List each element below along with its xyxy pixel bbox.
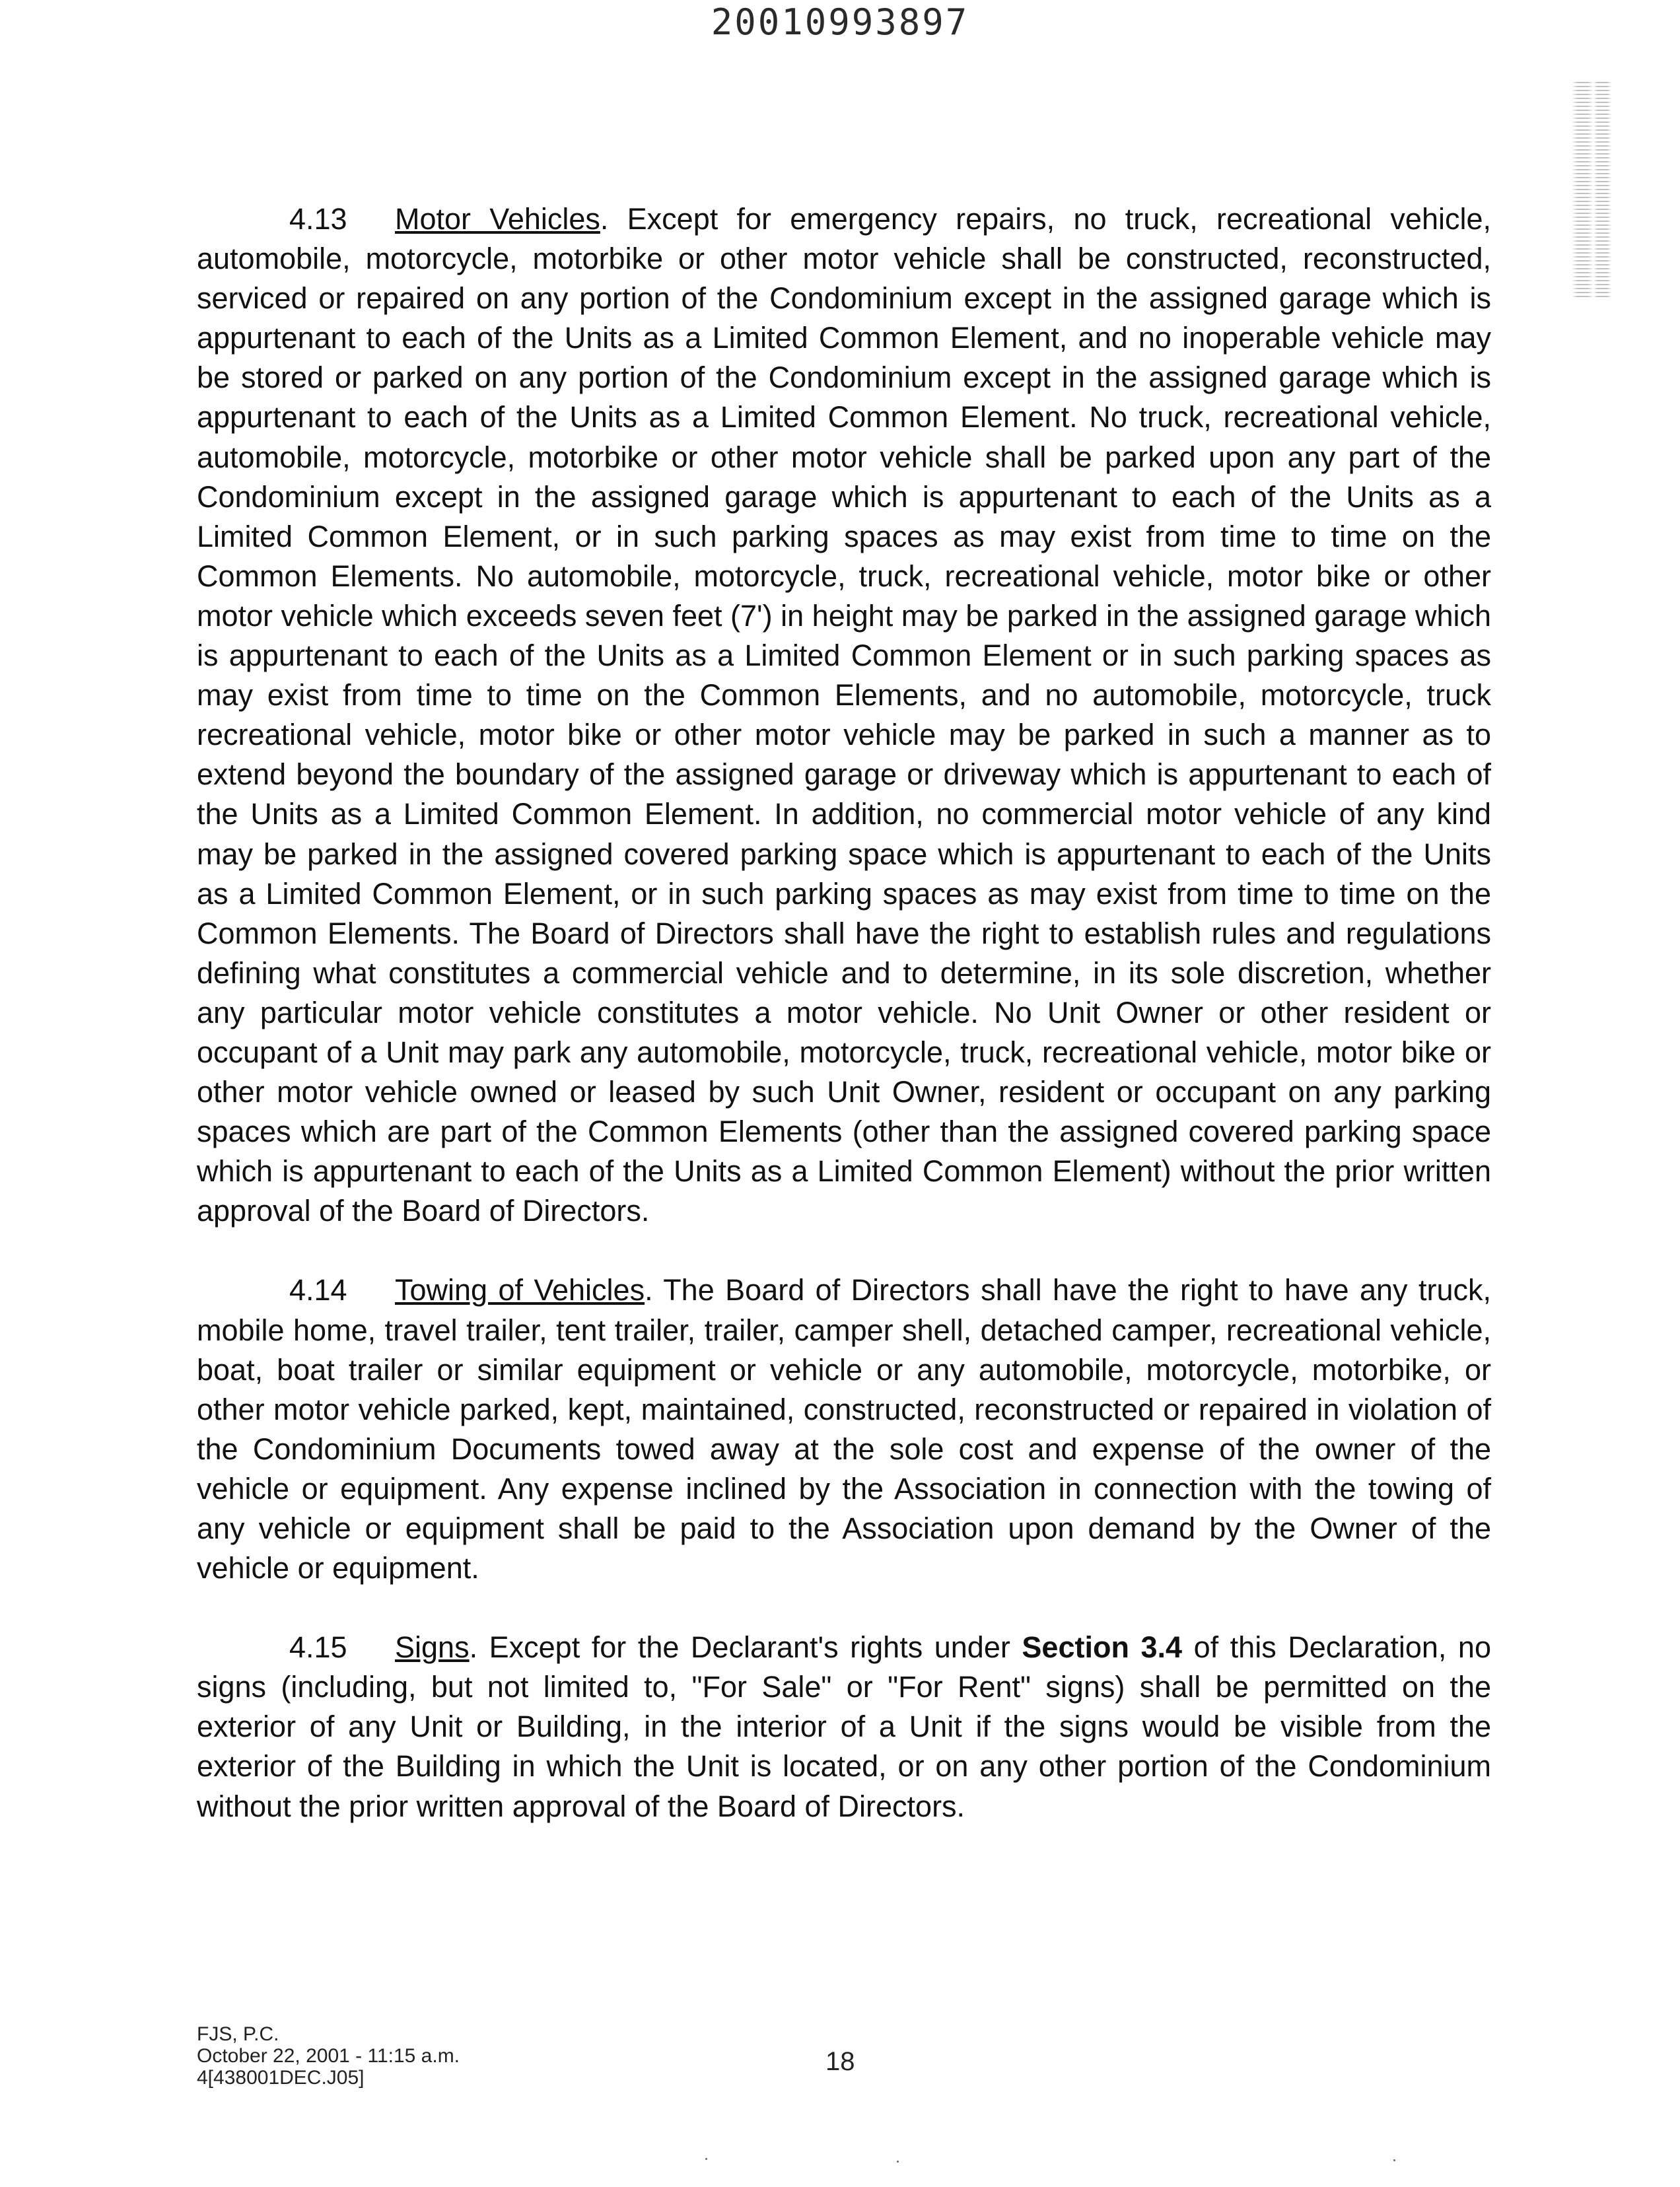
section-number: 4.14 bbox=[289, 1273, 347, 1307]
recording-stamp bbox=[1572, 79, 1611, 297]
section-number: 4.13 bbox=[289, 202, 347, 236]
section-4-15 bbox=[197, 1628, 1491, 1826]
scan-speck bbox=[1393, 2159, 1395, 2161]
document-body bbox=[197, 199, 1491, 1866]
section-reference: Section 3.4 bbox=[1022, 1630, 1183, 1665]
section-heading: Motor Vehicles bbox=[395, 202, 600, 236]
section-text: . Except for emergency repairs, no truck, recreational vehicle, automobile, motorcycle, motorbike or other motor vehicle shall be constructed, reconstructed, serviced or repaired on any portion of the Condominium except in the assigned garage which is appurtenant to each of the Units as a Limited Common Element, and no inoperable vehicle may be stored or parked on any portion of the Condominium except in the assigned garage which is appurtenant to each of the Units as a Limited Common Element. No truck, recreational vehicle, automobile, motorcycle, motorbike or other motor vehicle shall be parked upon any part of the Condominium except in the assigned garage which is appurtenant to each of the Units as a Limited Common Element, or in such parking spaces as may exist from time to time on the Common Elements. No automobile, motorcycle, truck, recreational vehicle, motor bike or other motor vehicle which exceeds seven feet (7') in height may be parked in the assigned garage which is appurtenant to each of the Units as a Limited Common Element or in such parking spaces as may exist from time to time on the Common Elements, and no automobile, motorcycle, truck recreational vehicle, motor bike or other motor vehicle may be parked in such a manner as to extend beyond the boundary of the assigned garage or driveway which is appurtenant to each of the Units as a Limited Common Element. In addition, no commercial motor vehicle of any kind may be parked in the assigned covered parking space which is appurtenant to each of the Units as a Limited Common Element, or in such parking spaces as may exist from time to time on the Common Elements. The Board of Directors shall have the right to establish rules and regulations defining what constitutes a commercial vehicle and to determine, in its sole discretion, whether any particular motor vehicle constitutes a motor vehicle. No Unit Owner or other resident or occupant of a Unit may park any automobile, motorcycle, truck, recreational vehicle, motor bike or other motor vehicle owned or leased by such Unit Owner, resident or occupant on any parking spaces which are part of the Common Elements (other than the assigned covered parking space which is appurtenant to each of the Units as a Limited Common Element) without the prior written approval of the Board of Directors. bbox=[197, 202, 1492, 1228]
section-heading: Towing of Vehicles bbox=[395, 1273, 645, 1307]
scan-speck bbox=[897, 2161, 899, 2163]
footer-date: October 22, 2001 - 11:15 a.m. bbox=[197, 2045, 460, 2067]
scan-speck bbox=[705, 2158, 707, 2160]
footer-file-ref: 4[438001DEC.J05] bbox=[197, 2067, 365, 2089]
section-text: . The Board of Directors shall have the right to have any truck, mobile home, travel trailer, tent trailer, trailer, camper shell, detached camper, recreational vehicle, boat, boat trailer or similar equipment or vehicle or any automobile, motorcycle, motorbike, or other motor vehicle parked, kept, maintained, constructed, reconstructed or repaired in violation of the Condominium Documents towed away at the sole cost and expense of the owner of the vehicle or equipment. Any expense inclined by the Association in connection with the towing of any vehicle or equipment shall be paid to the Association upon demand by the Owner of the vehicle or equipment. bbox=[197, 1273, 1491, 1585]
section-number: 4.15 bbox=[289, 1630, 347, 1665]
section-text: . Except for the Declarant's rights under bbox=[469, 1630, 1022, 1665]
footer-firm: FJS, P.C. bbox=[197, 2023, 279, 2045]
section-4-14 bbox=[197, 1270, 1491, 1588]
section-4-13 bbox=[197, 199, 1491, 1231]
section-text-continued: of this Declaration, no signs (including, but not limited to, "For Sale" or "For Rent" signs) shall be permitted on the exterior of any Unit or Building, in the interior of a Unit if the signs would be visible from the exterior of the Building in which the Unit is located, or on any other portion of the Condominium without the prior written approval of the Board of Directors. bbox=[197, 1630, 1491, 1823]
section-heading: Signs bbox=[395, 1630, 470, 1665]
footer bbox=[197, 2023, 460, 2089]
page-number: 18 bbox=[825, 2047, 855, 2076]
document-number: 20010993897 bbox=[711, 1, 969, 43]
